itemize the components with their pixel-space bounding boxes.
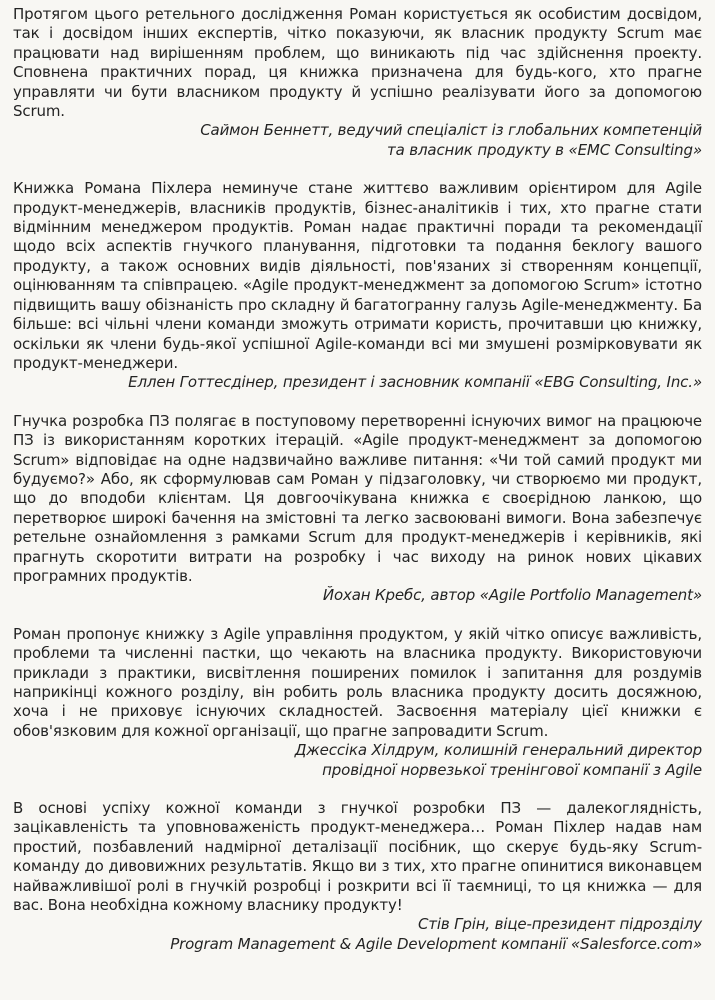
testimonial-text: Гнучка розробка ПЗ полягає в поступовому перетворенні існуючих вимог на працююче ПЗ із використанням коротких ітерацій. «Agile продукт-менеджмент за допомогою Scrum» відповідає на одне надзвичайно важливе питання: «Чи той самий продукт ми будуємо?» Або, як сформулював сам Роман у підзаголовку, чи створюємо ми продукт, що до вподоби клієнтам. Ця довгоочікувана книжка є своєрідною ланкою, що перетворює широкі бачення на змістовні та легко засвоювані вимоги. Вона забезпечує ретельне ознайомлення з рамками Scrum для продукт-менеджерів і керівників, які прагнуть скоротити витрати на розробку і час виходу на ринок нових цікавих програмних продуктів. <box>13 411 702 585</box>
testimonial-block-3 <box>13 412 702 606</box>
attribution-line: Еллен Готтесдінер, президент і засновник компанії «EBG Consulting, Inc.» <box>128 373 702 392</box>
testimonial-attribution <box>13 586 702 605</box>
testimonial-attribution <box>13 373 702 392</box>
testimonial-block-5 <box>13 799 702 954</box>
attribution-line: та власник продукту в «EMC Consulting» <box>387 140 702 159</box>
attribution-line: Program Management & Agile Development компанії «Salesforce.com» <box>170 934 702 953</box>
testimonial-block-1 <box>13 5 702 160</box>
attribution-line: Йохан Кребс, автор «Agile Portfolio Management» <box>322 586 702 605</box>
testimonial-attribution <box>13 915 702 954</box>
attribution-line: Стів Грін, віце-президент підрозділу <box>417 915 702 934</box>
testimonial-text: В основі успіху кожної команди з гнучкої розробки ПЗ — далекоглядність, зацікавленість та уповноваженість продукт-менеджера… Роман Піхлер надав нам простий, позбавлений надмірної деталізації посібник, що скерує будь-яку Scrum-команду до дивовижних результатів. Якщо ви з тих, хто прагне опинитися виконавцем найважливішої ролі в гнучкій розробці і розкрити всі її таємниці, то ця книжка — для вас. Вона необхідна кожному власнику продукту! <box>13 799 702 915</box>
testimonial-block-2 <box>13 179 702 392</box>
testimonial-text: Роман пропонує книжку з Agile управління продуктом, у якій чітко описує важливість, проблеми та численні пастки, що чекають на власника продукту. Використовуючи приклади з практики, висвітлення поширених помилок і запитання для роздумів наприкінці кожного розділу, він робить роль власника продукту досить досяжною, хоча і не приховує існуючих складностей. Засвоєння матеріалу цієї книжки є обов'язковим для кожної організації, що прагне запровадити Scrum. <box>13 624 702 740</box>
testimonial-attribution <box>13 121 702 160</box>
testimonial-attribution <box>13 741 702 780</box>
attribution-line: Джессіка Хілдрум, колишній генеральний директор <box>294 741 702 760</box>
testimonial-text: Протягом цього ретельного дослідження Роман користується як особистим досвідом, так і досвідом інших експертів, чітко показуючи, як власник продукту Scrum має працювати над вирішенням проблем, що виникають під час здійснення проекту. Сповнена практичних порад, ця книжка призначена для будь-кого, хто прагне управляти чи бути власником продукту й успішно реалізувати його за допомогою Scrum. <box>13 5 702 121</box>
testimonial-block-4 <box>13 625 702 780</box>
attribution-line: Саймон Беннетт, ведучий спеціаліст із глобальних компетенцій <box>200 121 702 140</box>
attribution-line: провідної норвезької тренінгової компанії з Agile <box>322 760 702 779</box>
testimonial-text: Книжка Романа Піхлера неминуче стане життєво важливим орієнтиром для Agile продукт-менеджерів, власників продуктів, бізнес-аналітиків і тих, хто прагне стати відмінним менеджером продуктів. Роман надає практичні поради та рекомендації щодо всіх аспектів гнучкого планування, підготовки та подання беклогу вашого продукту, а також основних видів діяльності, пов'язаних зі створенням концепції, оцінюванням та співпрацею. «Agile продукт-менеджмент за допомогою Scrum» істотно підвищить вашу обізнаність про складну й багатогранну галузь Agile-менеджменту. Ба більше: всі чільні члени команди зможуть отримати користь, прочитавши цю книжку, оскільки як члени будь-якої успішної Agile-команди всі ми змушені розмірковувати як продукт-менеджери. <box>13 179 702 372</box>
